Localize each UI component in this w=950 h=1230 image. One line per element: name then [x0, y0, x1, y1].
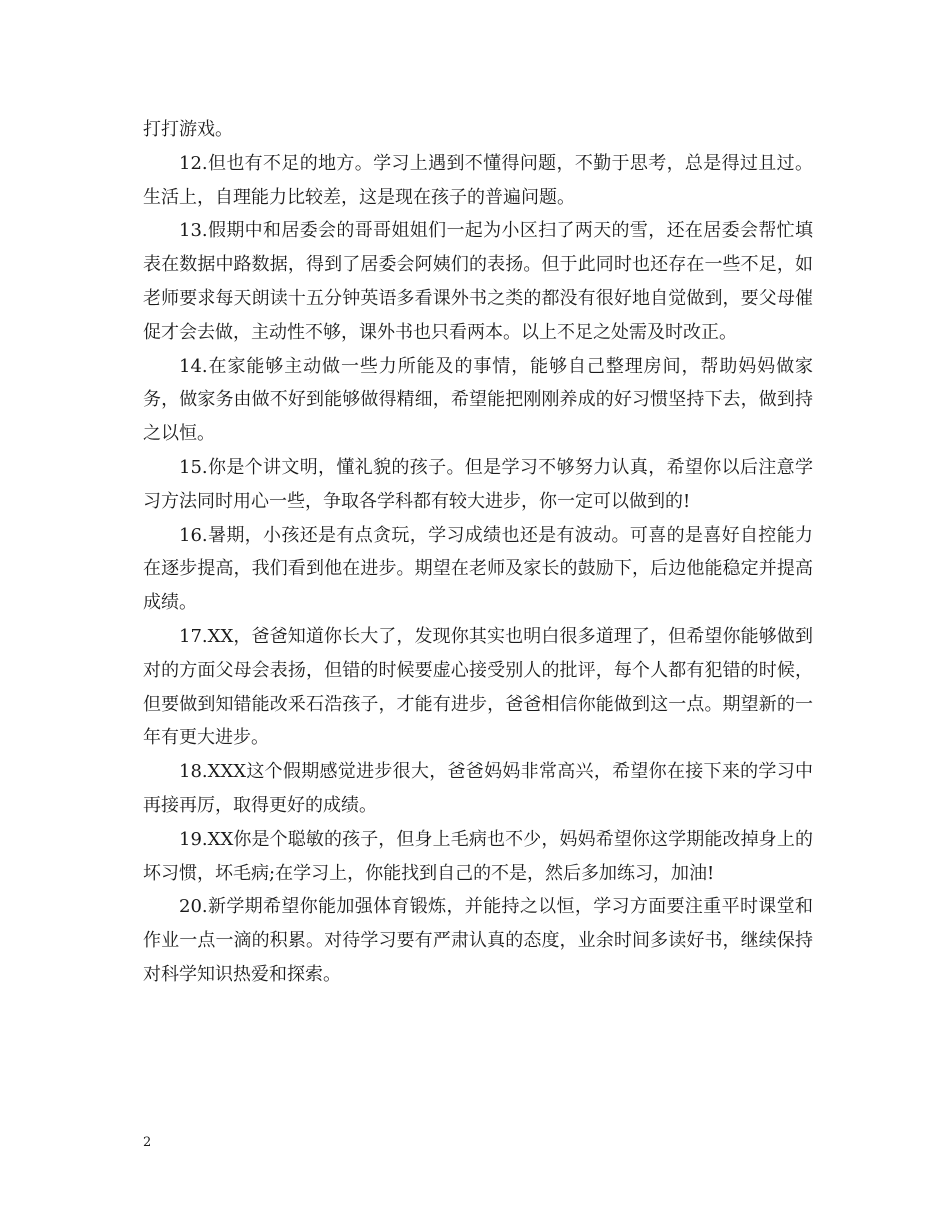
paragraph-item-14: 14.在家能够主动做一些力所能及的事情，能够自己整理房间，帮助妈妈做家务，做家务由做不好到能够做得精细，希望能把刚刚养成的好习惯坚持下去，做到持之以恒。 — [143, 355, 813, 445]
page-number: 2 — [143, 1135, 152, 1150]
paragraph-item-15: 15.你是个讲文明，懂礼貌的孩子。但是学习不够努力认真，希望你以后注意学习方法同时用心一些，争取各学科都有较大进步，你一定可以做到的! — [143, 456, 813, 512]
paragraph-item-17: 17.XX，爸爸知道你长大了，发现你其实也明白很多道理了，但希望你能够做到对的方面父母会表扬，但错的时候要虚心接受别人的批评，每个人都有犯错的时候，但要做到知错能改釆石浩孩子，才能有进步，爸爸相信你能做到这一点。期望新的一年有更大进步。 — [143, 625, 813, 749]
paragraph-item-20: 20.新学期希望你能加强体育锻炼，并能持之以恒，学习方面要注重平时课堂和作业一点一滴的积累。对待学习要有严肃认真的态度，业余时间多读好书，继续保持对科学知识热爱和探索。 — [143, 896, 813, 985]
paragraph-item-19: 19.XX你是个聪敏的孩子，但身上毛病也不少，妈妈希望你这学期能改掉身上的坏习惯，坏毛病;在学习上，你能找到自己的不是，然后多加练习，加油! — [143, 828, 813, 884]
paragraph-item-18: 18.XXX这个假期感觉进步很大，爸爸妈妈非常高兴，希望你在接下来的学习中再接再厉，取得更好的成绩。 — [143, 761, 813, 816]
document-body — [143, 113, 813, 992]
paragraph-item-13: 13.假期中和居委会的哥哥姐姐们一起为小区扫了两天的雪，还在居委会帮忙填表在数据中路数据，得到了居委会阿姨们的表扬。但于此同时也还存在一些不足，如老师要求每天朗读十五分钟英语多看课外书之类的都没有很好地自觉做到，要父母催促才会去做，主动性不够，课外书也只看两本。以上不足之处需及时改正。 — [143, 220, 813, 343]
paragraph-item-12: 12.但也有不足的地方。学习上遇到不懂得问题，不勤于思考，总是得过且过。生活上，自理能力比较差，这是现在孩子的普遍问题。 — [143, 152, 813, 208]
paragraph-item-16: 16.暑期，小孩还是有点贪玩，学习成绩也还是有波动。可喜的是喜好自控能力在逐步提高，我们看到他在进步。期望在老师及家长的鼓励下，后边他能稳定并提高成绩。 — [143, 524, 813, 614]
paragraph-continuation: 打打游戏。 — [143, 119, 233, 140]
